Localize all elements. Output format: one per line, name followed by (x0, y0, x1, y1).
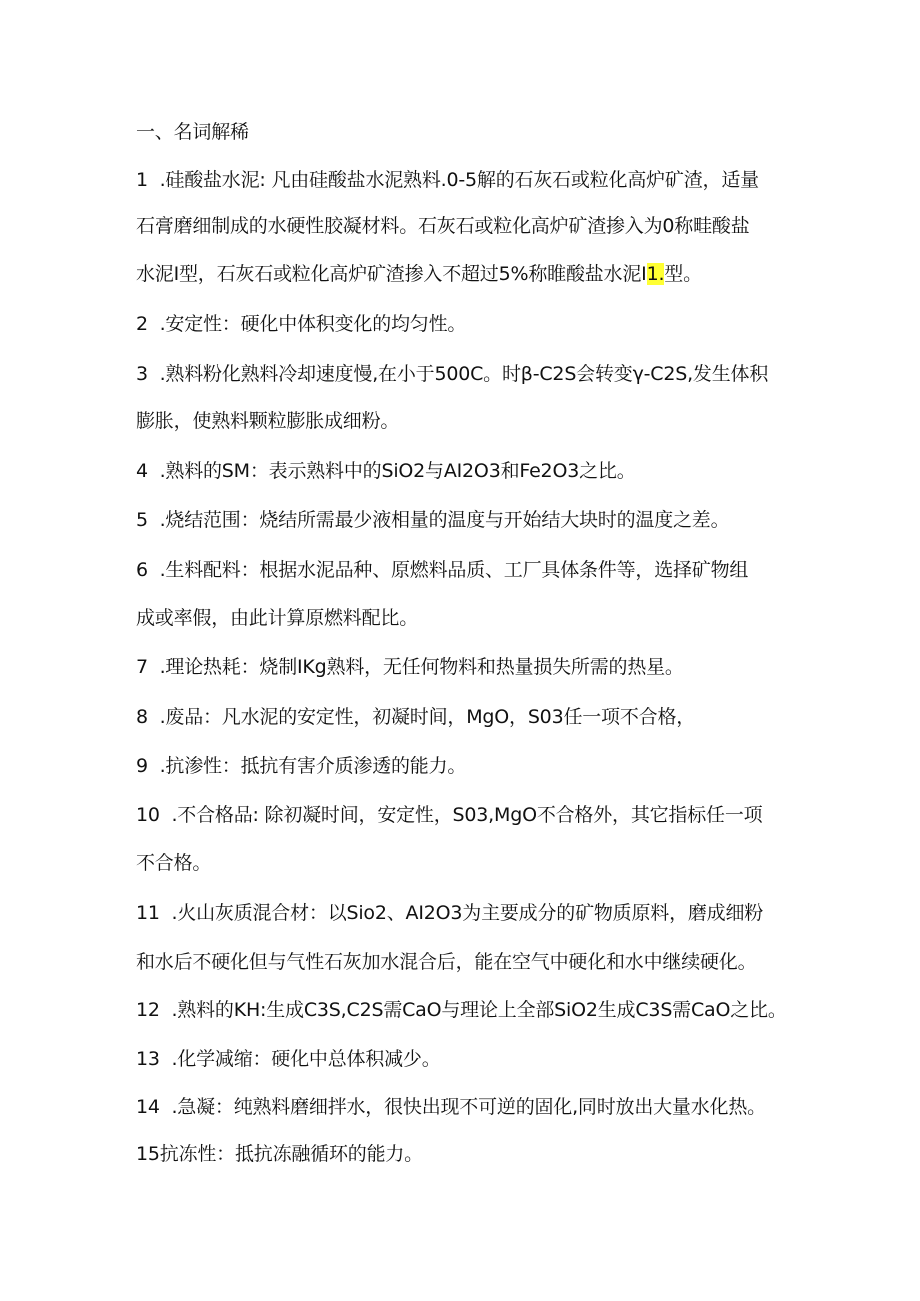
highlighted-text: 1. (646, 263, 665, 285)
definition-line-3-cont: 膨胀，使熟料颗粒膨胀成细粉。 (136, 410, 400, 432)
definition-line-15: 15抗冻性：抵抗冻融循环的能力。 (136, 1143, 423, 1165)
definition-line-5: 5 .烧结范围：烧结所需最少液相量的温度与开始结大块时的温度之差。 (136, 509, 730, 531)
definition-line-9: 9 .抗渗性：抵抗有害介质渗透的能力。 (136, 755, 467, 777)
definition-line-1-cont-2 (136, 260, 806, 288)
line-text: 水泥I型，石灰石或粒化高炉矿渣掺入不超过5%称睢酸盐水泥I (136, 263, 647, 285)
definition-line-3: 3 .熟料粉化熟料冷却速度慢,在小于500C。时β-C2S会转变γ-C2S,发生体积 (136, 363, 769, 385)
definition-line-4: 4 .熟料的SM：表示熟料中的SiO2与AI2O3和Fe2O3之比。 (136, 460, 636, 482)
definition-line-6: 6 .生料配料：根据水泥品种、原燃料品质、工厂具体条件等，选择矿物组 (136, 559, 749, 581)
definition-line-6-cont: 成或率假，由此计算原燃料配比。 (136, 607, 419, 629)
line-text-end: 型。 (664, 263, 702, 285)
definition-line-11-cont: 和水后不硬化但与气性石灰加水混合后，能在空气中硬化和水中继续硬化。 (136, 951, 757, 973)
definition-line-11: 11 .火山灰质混合材：以Sio2、AI2O3为主要成分的矿物质原料，磨成细粉 (136, 902, 764, 924)
definition-line-14: 14 .急凝：纯熟料磨细拌水，很快出现不可逆的固化,同时放出大量水化热。 (136, 1096, 766, 1118)
definition-line-13: 13 .化学减缩：硬化中总体积减少。 (136, 1048, 441, 1070)
definition-line-1: 1 .硅酸盐水泥: 凡由硅酸盐水泥熟料.0-5解的石灰石或粒化高炉矿渣，适量 (136, 169, 759, 191)
definition-line-12: 12 .熟料的KH:生成C3S,C2S需CaO与理论上全部SiO2生成C3S需CaO之比。 (136, 999, 787, 1021)
definition-line-7: 7 .理论热耗：烧制IKg熟料，无任何物料和热量损失所需的热星。 (136, 656, 684, 678)
definition-line-1-cont: 石膏磨细制成的水硬性胶凝材料。石灰石或粒化高炉矿渣掺入为0称畦酸盐 (136, 215, 750, 237)
definition-line-2: 2 .安定性：硬化中体积变化的均匀性。 (136, 313, 467, 335)
definition-line-10: 10 .不合格品: 除初凝时间，安定性，S03,MgO不合格外，其它指标任一项 (136, 804, 763, 826)
definition-line-8: 8 .废品：凡水泥的安定性，初凝时间，MgO，S03任一项不合格， (136, 706, 696, 728)
section-heading: 一、名词解稀 (136, 121, 249, 143)
definition-line-10-cont: 不合格。 (136, 852, 212, 874)
